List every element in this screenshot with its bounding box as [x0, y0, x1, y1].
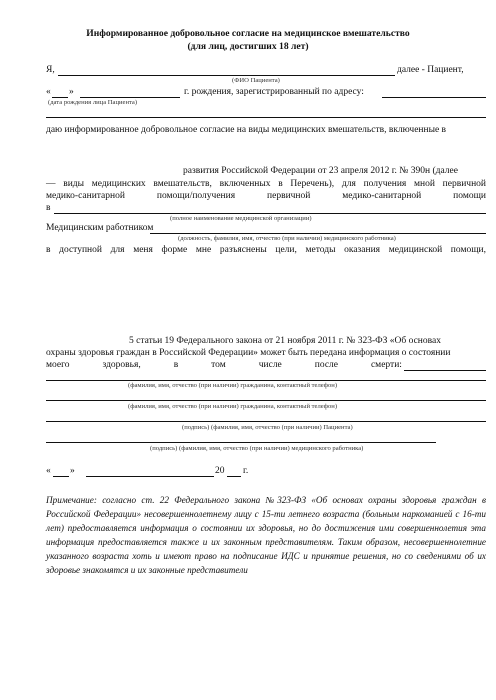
worker-sign-line[interactable]	[46, 442, 436, 443]
ya-label: Я,	[46, 65, 55, 75]
dob-day-line[interactable]	[52, 97, 68, 98]
law-text-2: охраны здоровья граждан в Российской Федерации» может быть передана информация о состоянии	[46, 348, 451, 358]
org-caption: (полное наименование медицинской организации)	[170, 215, 312, 222]
consent-text: даю информированное добровольное согласие на виды медицинских вмешательств, включенные в	[46, 125, 447, 135]
health-word: том	[211, 360, 226, 370]
date-close-quote: »	[70, 466, 75, 476]
date-year-suffix: г.	[243, 466, 249, 476]
document-subtitle: (для лиц, достигших 18 лет)	[187, 41, 309, 52]
med-worker-label: Медицинским работником	[46, 223, 154, 233]
dob-open-quote: «	[46, 87, 51, 97]
birth-address-label: г. рождения, зарегистрированный по адресу:	[184, 87, 364, 97]
health-word: числе	[258, 360, 282, 370]
date-open-quote: «	[46, 466, 51, 476]
health-line	[46, 359, 402, 371]
date-day-line[interactable]	[53, 476, 69, 477]
patient-suffix: далее - Пациент,	[397, 65, 464, 75]
contact-caption-1: (фамилия, имя, отчество (при наличии) гражданина, контактный телефон)	[128, 382, 338, 389]
document-title: Информированное добровольное согласие на медицинское вмешательство	[86, 28, 410, 39]
note-paragraph: Примечание: согласно ст. 22 Федерального закона №323-ФЗ «Об основах охраны здоровья граждан в Российской Федерации» несовершеннолетнему лицу с 15-ти летнего возраста (больным наркоманией с 16-ти лет) предоставляется информация о состоянии их здоровья, но до достижения ими совершеннолетия эта информация предоставляется также и их законным представителям. Таким образом, несовершеннолетние указанного возраста хоть и имеют право на подписание ИДС и принятие решения, но со сведениями об их здоровье знакомятся и их законные представители	[46, 495, 486, 575]
date-year-line[interactable]	[227, 476, 241, 477]
worker-caption: (должность, фамилия, имя, отчество (при наличии) медицинского работника)	[178, 235, 396, 242]
health-word: здоровья,	[102, 360, 141, 370]
sign-caption-2: (подпись) (фамилия, имя, отчество (при наличии) медицинского работника)	[150, 445, 364, 452]
list-text: — виды медицинских вмешательств, включенных в Перечень), для получения мной первичной	[46, 179, 486, 189]
health-word: в	[173, 360, 179, 370]
date-year-prefix: 20	[215, 466, 225, 476]
health-word: моего	[46, 360, 70, 370]
health-word: после	[314, 360, 338, 370]
patient-name-line[interactable]	[58, 75, 395, 76]
organization-line[interactable]	[54, 213, 486, 214]
v-prefix: в	[46, 203, 51, 213]
health-word: смерти:	[370, 360, 402, 370]
address-line-2[interactable]	[46, 117, 486, 118]
contact-line-end[interactable]	[404, 370, 486, 371]
patient-sign-line[interactable]	[46, 421, 486, 422]
address-line[interactable]	[382, 97, 486, 98]
med-worker-line[interactable]	[150, 233, 486, 234]
order-text: развития Российской Федерации от 23 апреля 2012 г. № 390н (далее	[183, 166, 458, 176]
contact-caption-2: (фамилия, имя, отчество (при наличии) гражданина, контактный телефон)	[128, 403, 338, 410]
care-text: медико-санитарной помощи/получения первичной медико-санитарной помощи	[46, 191, 486, 201]
explain-text: в доступной для меня форме мне разъяснены цели, методы оказания медицинской помощи,	[46, 245, 486, 255]
contact-line-2[interactable]	[46, 400, 486, 401]
dob-close-quote: »	[69, 87, 74, 97]
dob-month-year-line[interactable]	[80, 97, 180, 98]
fio-caption: (ФИО Пациента)	[232, 77, 280, 84]
sign-caption-1: (подпись) (фамилия, имя, отчество (при наличии) Пациента)	[182, 424, 353, 431]
dob-caption: (дата рождения лица Пациента)	[48, 99, 138, 106]
contact-line-1[interactable]	[46, 380, 486, 381]
law-text: 5 статьи 19 Федерального закона от 21 ноября 2011 г. № 323-ФЗ «Об основах	[129, 336, 441, 346]
date-month-line[interactable]	[86, 476, 214, 477]
